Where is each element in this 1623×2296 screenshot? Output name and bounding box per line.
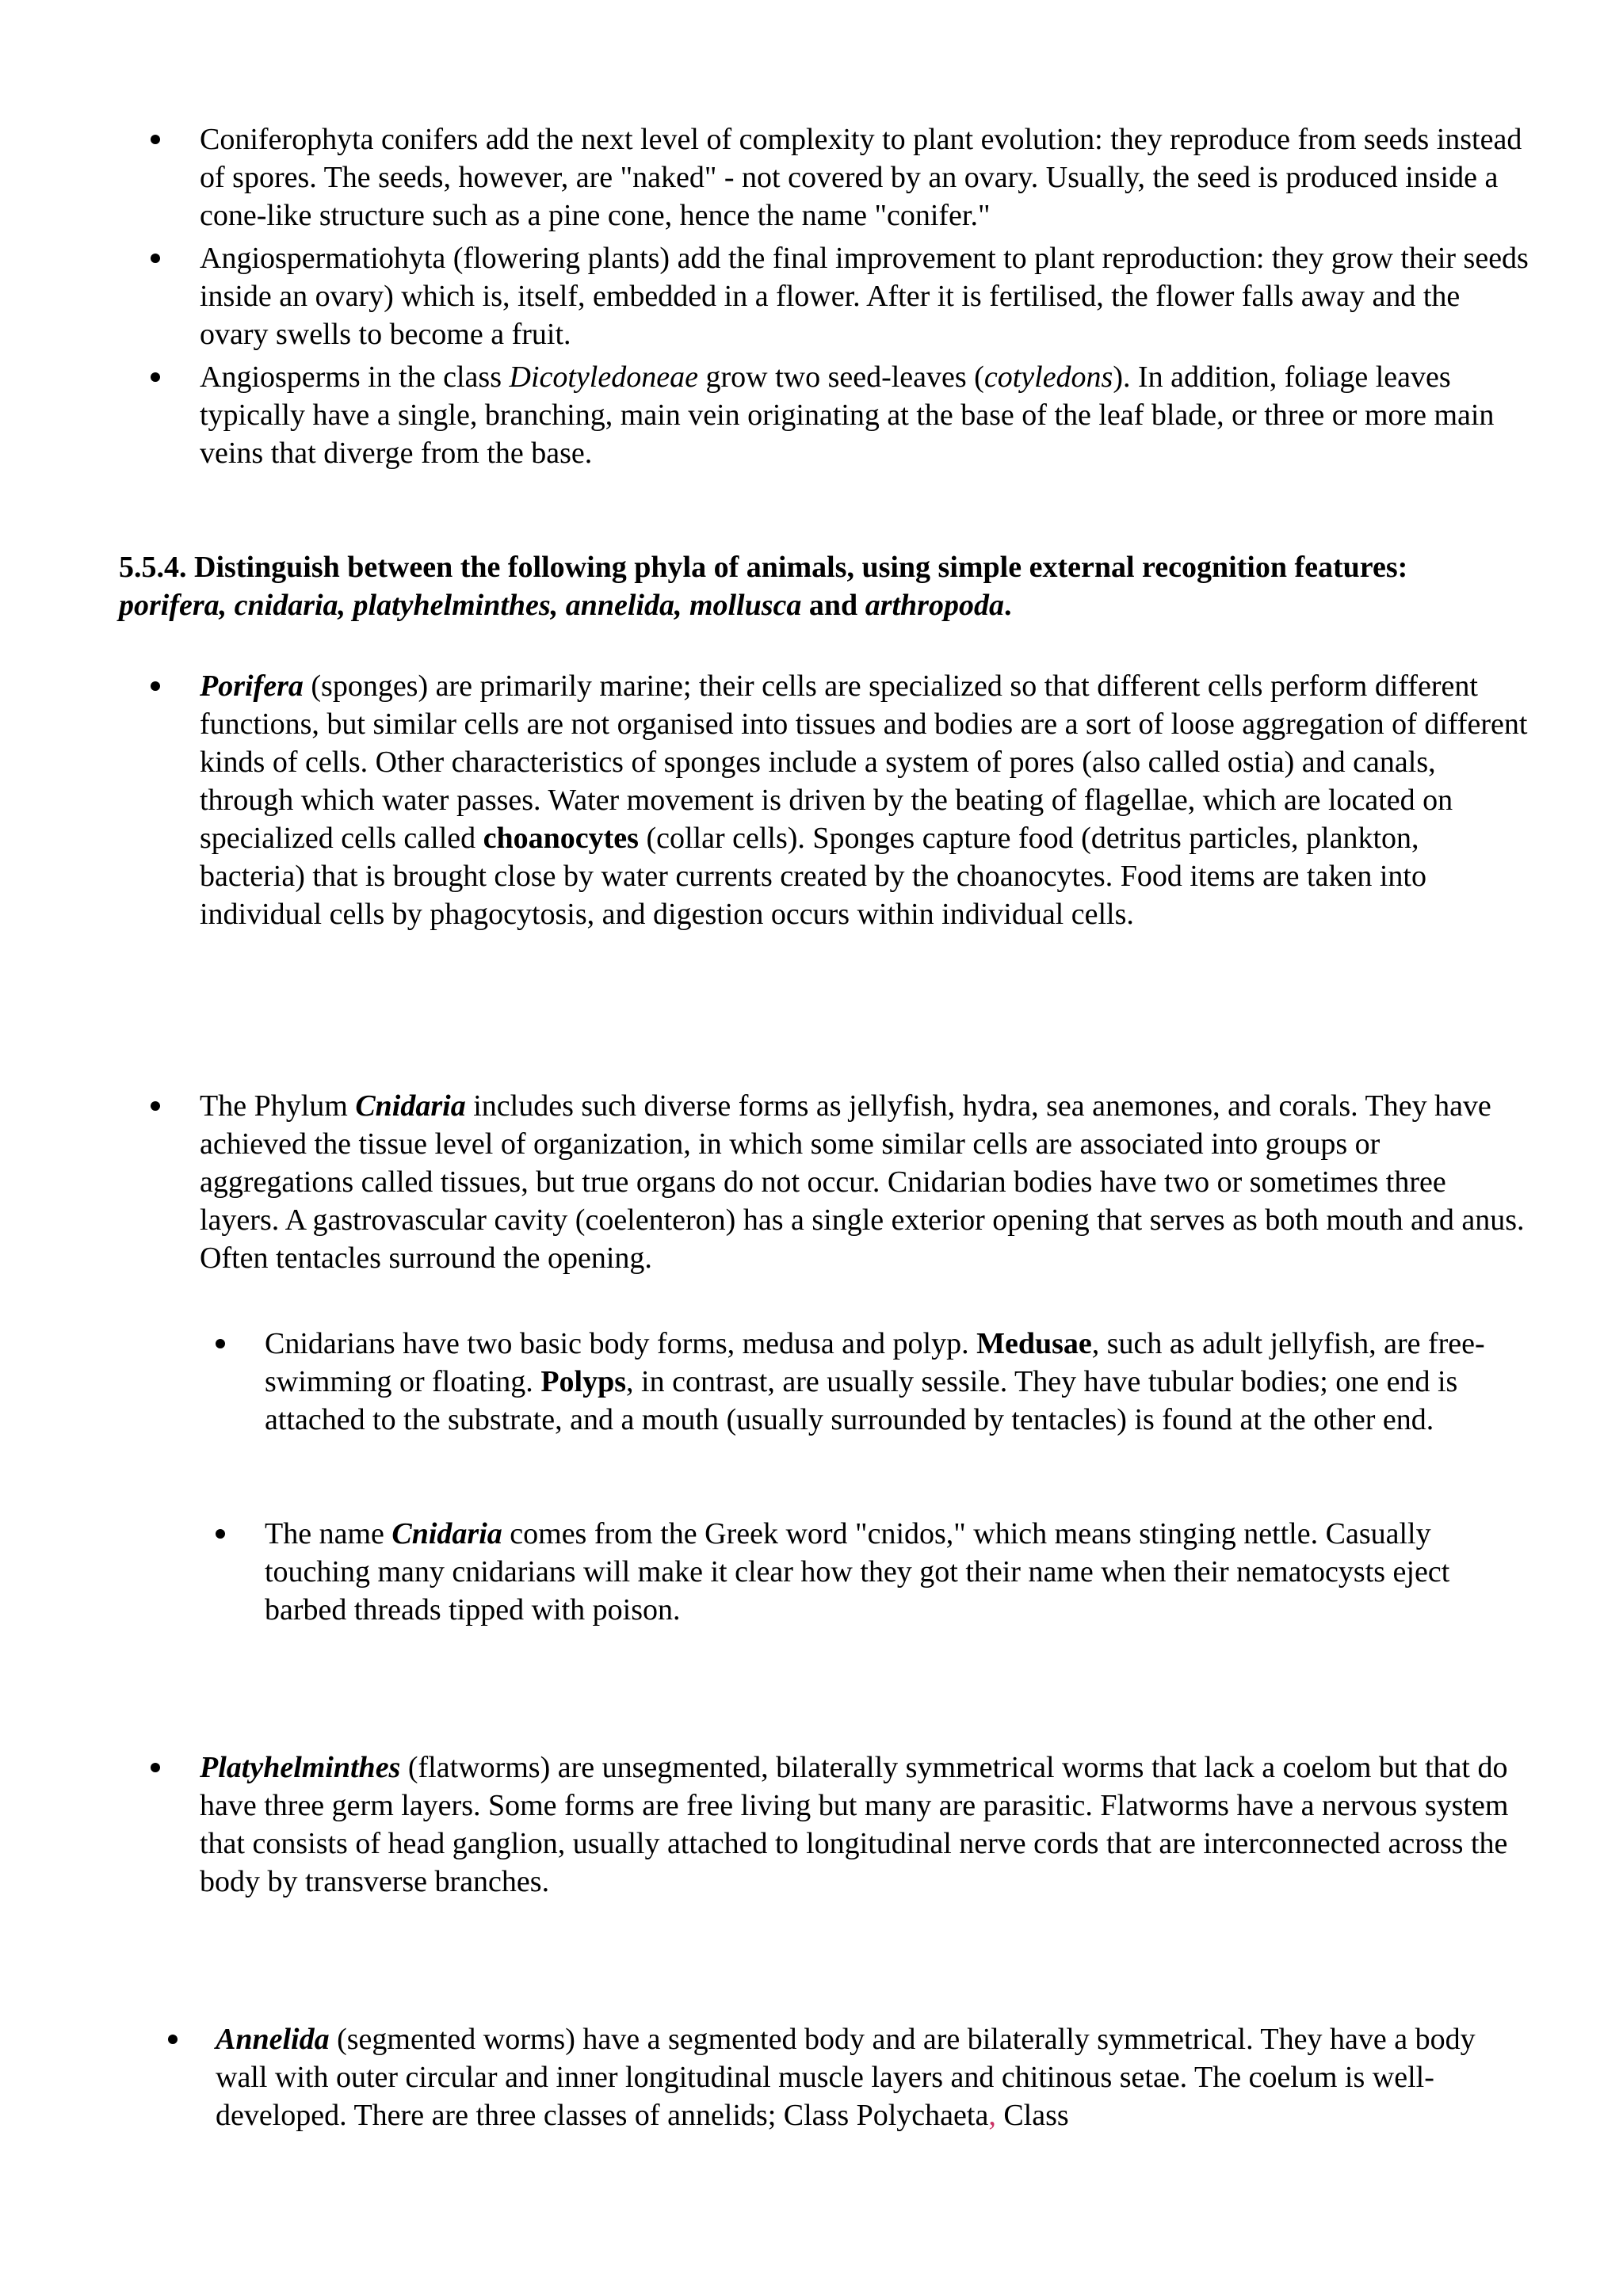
text-run: ). In addition, foliage leaves typically have a single, branching, main vein originating at the base of the leaf blade, or three or more main veins that diverge from the base. [200, 360, 1495, 470]
text-run: (segmented worms) have a segmented body and are bilaterally symmetrical. They have a body wall with outer circular and inner longitudinal muscle layers and chitinous setae. The coelum is well-developed. There are three classes of annelids; Class Polychaeta [216, 2023, 1476, 2132]
list-item [119, 667, 1529, 933]
bullet-icon [151, 372, 160, 382]
text-run: Dicotyledoneae [509, 360, 698, 394]
text-run: 5.5.4. Distinguish between the following phyla of animals, using simple external recognition features: [119, 551, 1408, 584]
text-run: includes such diverse forms as jellyfish, hydra, sea anemones, and corals. They have achieved the tissue level of organization, in which some similar cells are associated into groups or aggregations called tissues, but true organs do not occur. Cnidarian bodies have two or sometimes three layers. A gastrovascular cavity (coelenteron) has a single exterior opening that serves as both mouth and anus. Often tentacles surround the opening. [200, 1089, 1525, 1275]
bullet-icon [168, 2035, 178, 2044]
text-run: (collar cells). Sponges capture food (detritus particles, plankton, bacteria) that is brought close by water currents created by the choanocytes. Food items are taken into individual cells by phagocytosis, and digestion occurs within individual cells. [200, 822, 1426, 931]
text-run: porifera, cnidaria, platyhelminthes, annelida, mollusca [119, 589, 802, 622]
list-item [119, 358, 1529, 472]
text-run: Cnidaria [355, 1089, 466, 1123]
text-run: (flatworms) are unsegmented, bilaterally symmetrical worms that lack a coelom but that do have three germ layers. Some forms are free living but many are parasitic. Flatworms have a nervous system that consists of head ganglion, usually attached to longitudinal nerve cords that are interconnected across the body by transverse branches. [200, 1751, 1509, 1898]
list-item [119, 1749, 1529, 1901]
text-run: cotyledons [983, 360, 1113, 394]
list-item [119, 1087, 1529, 1277]
text-run: arthropoda [865, 589, 1004, 622]
text-run: (sponges) are primarily marine; their cells are specialized so that different cells perform different functions, but similar cells are not organised into tissues and bodies are a sort of loose aggregation of different kinds of cells. Other characteristics of sponges include a system of pores (also called ostia) and canals, through which water passes. Water movement is driven by the beating of flagellae, which are located on specialized cells called [200, 669, 1528, 855]
list-item [135, 2020, 1529, 2134]
bullet-icon [151, 254, 160, 263]
bullet-icon [151, 681, 160, 691]
text-run: The name [265, 1517, 392, 1550]
text-run: . [1003, 589, 1012, 622]
bullet-text [200, 667, 1529, 933]
sub-list-item [119, 1515, 1529, 1629]
text-run: Coniferophyta conifers add the next level of complexity to plant evolution: they reproduce from seeds instead of spores. The seeds, however, are "naked" - not covered by an ovary. Usually, the seed is produced inside a cone-like structure such as a pine cone, hence the name "conifer." [200, 123, 1522, 232]
bullet-icon [151, 135, 160, 144]
bullet-text [200, 1749, 1529, 1901]
text-run: Porifera [200, 669, 304, 703]
text-run: Angiosperms in the class [200, 360, 510, 394]
text-run: Angiospermatiohyta (flowering plants) add the final improvement to plant reproduction: they grow their seeds inside an ovary) which is, itself, embedded in a flower. After it is fertilised, the flower falls away and the ovary swells to become a fruit. [200, 242, 1529, 351]
text-run: , in contrast, are usually sessile. They have tubular bodies; one end is attached to the substrate, and a mouth (usually surrounded by tentacles) is found at the other end. [265, 1365, 1458, 1436]
bullet-icon [151, 1763, 160, 1772]
text-run: , [988, 2099, 996, 2132]
bullet-text [265, 1515, 1529, 1629]
bullet-icon [216, 1529, 225, 1539]
list-item [119, 239, 1529, 353]
text-run: Polyps [540, 1365, 627, 1398]
text-run: comes from the Greek word "cnidos," which means stinging nettle. Casually touching many cnidarians will make it clear how they got their name when their nematocysts eject barbed threads tipped with poison. [265, 1517, 1450, 1627]
bullet-text [265, 1325, 1529, 1439]
text-run: , such as adult jellyfish, are free-swimming or floating. [265, 1327, 1485, 1398]
sub-list-item [119, 1325, 1529, 1439]
bullet-text [216, 2020, 1529, 2134]
bullet-text [200, 1087, 1529, 1277]
section-heading [119, 548, 1466, 624]
bullet-icon [216, 1339, 225, 1348]
list-item [119, 120, 1529, 235]
bullet-text [200, 120, 1529, 235]
text-run: The Phylum [200, 1089, 356, 1123]
text-run: grow two seed-leaves ( [697, 360, 984, 394]
text-run: Class [995, 2099, 1069, 2132]
bullet-text [200, 239, 1529, 353]
text-run: Medusae [976, 1327, 1092, 1360]
text-run: Platyhelminthes [200, 1751, 401, 1784]
text-run: Cnidaria [391, 1517, 502, 1550]
text-run: and [801, 589, 865, 622]
bullet-icon [151, 1101, 160, 1111]
bullet-text [200, 358, 1529, 472]
text-run: Annelida [216, 2023, 330, 2056]
text-run: choanocytes [483, 822, 639, 855]
text-run: Cnidarians have two basic body forms, medusa and polyp. [265, 1327, 977, 1360]
